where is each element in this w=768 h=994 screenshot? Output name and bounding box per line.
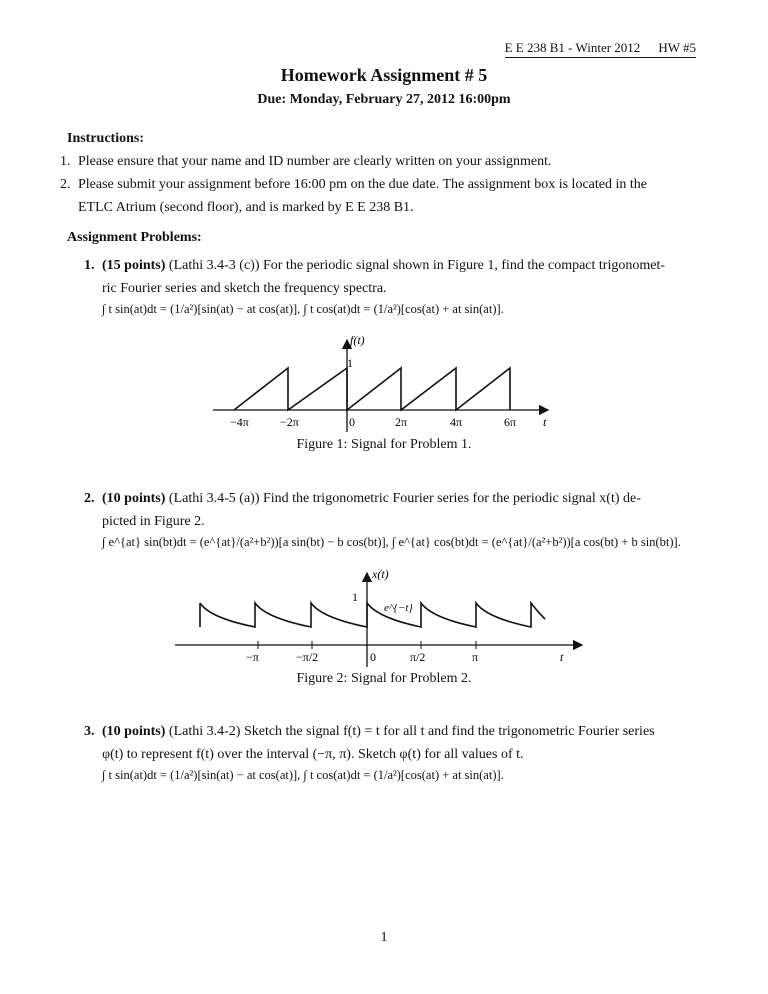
instruction-item-1: [60, 150, 707, 173]
problem-text: (Lathi 3.4-3 (c)) For the periodic signal shown in Figure 1, find the compact trigonomet-: [165, 258, 666, 273]
instruction-text-cont: ETLC Atrium (second floor), and is marked by E E 238 B1.: [78, 200, 414, 215]
problems-heading: Assignment Problems:: [67, 230, 202, 245]
course-header: [505, 40, 696, 58]
integral-hint: ∫ t sin(at)dt = (1/a²)[sin(at) − at cos(at)], ∫ t cos(at)dt = (1/a²)[cos(at) + at sin(at)].: [102, 768, 504, 782]
figure-1-plot: [200, 330, 560, 435]
instruction-text: Please ensure that your name and ID number are clearly written on your assignment.: [78, 154, 552, 169]
hw-number: HW #5: [658, 40, 696, 55]
problem-text: (Lathi 3.4-2) Sketch the signal f(t) = t for all t and find the trigonometric Fourier series: [165, 724, 655, 739]
tick-label: −π: [246, 650, 259, 664]
problem-text-cont: φ(t) to represent f(t) over the interval (−π, π). Sketch φ(t) for all values of t.: [102, 747, 524, 762]
integral-hint: ∫ e^{at} sin(bt)dt = (e^{at}/(a²+b²))[a sin(bt) − b cos(bt)], ∫ e^{at} cos(bt)dt = (e^{at}/(a²+b²))[a cos(bt) + b sin(bt)].: [102, 535, 681, 549]
x-of-t-label: x(t): [372, 567, 389, 581]
tick-label: 6π: [504, 415, 517, 429]
sawtooth-signal: [234, 368, 510, 410]
instruction-text: Please submit your assignment before 16:00 pm on the due date. The assignment box is located in the: [78, 177, 647, 192]
figure-2-caption: Figure 2: Signal for Problem 2.: [296, 671, 472, 686]
course-name: E E 238 B1 - Winter 2012: [504, 40, 641, 55]
problem-text-cont: picted in Figure 2.: [102, 514, 205, 529]
instruction-item-2: [60, 173, 707, 219]
tick-label: 4π: [450, 415, 463, 429]
problem-number: 1.: [84, 258, 95, 273]
tick-label: 0: [370, 650, 376, 664]
t-axis-label: t: [543, 415, 547, 429]
exponential-signal: [200, 603, 545, 627]
one-label: 1: [347, 356, 353, 370]
one-label: 1: [352, 590, 358, 604]
page-number: 1: [380, 930, 388, 945]
problem-2: [84, 487, 714, 551]
tick-label: π/2: [410, 650, 426, 664]
problem-number: 2.: [84, 491, 95, 506]
problem-points: (10 points): [102, 491, 166, 506]
tick-label: −π/2: [296, 650, 319, 664]
f-axis-label: f(t): [350, 333, 365, 347]
figure-2-plot: [170, 563, 590, 673]
tick-label: 0: [349, 415, 355, 429]
problem-number: 3.: [84, 724, 95, 739]
problem-1: [84, 254, 714, 318]
t-axis-label: t: [560, 650, 564, 664]
tick-label: −2π: [280, 415, 299, 429]
integral-hint: ∫ t sin(at)dt = (1/a²)[sin(at) − at cos(at)], ∫ t cos(at)dt = (1/a²)[cos(at) + at sin(at)].: [102, 302, 504, 316]
tick-label: −4π: [230, 415, 249, 429]
curve-label: e^{−t}: [384, 602, 413, 614]
problem-text: (Lathi 3.4-5 (a)) Find the trigonometric Fourier series for the periodic signal x(t) de-: [165, 491, 641, 506]
problem-points: (15 points): [102, 258, 166, 273]
tick-label: 2π: [395, 415, 408, 429]
instruction-number: 1.: [60, 154, 71, 169]
tick-label: π: [472, 650, 479, 664]
problem-text-cont: ric Fourier series and sketch the frequency spectra.: [102, 281, 387, 296]
due-date: Due: Monday, February 27, 2012 16:00pm: [257, 92, 511, 107]
problem-3: [84, 720, 714, 784]
instruction-number: 2.: [60, 177, 71, 192]
instructions-section: [60, 127, 707, 249]
page-title: Homework Assignment # 5: [280, 65, 488, 85]
figure-1-caption: Figure 1: Signal for Problem 1.: [296, 437, 472, 452]
instructions-heading: Instructions:: [67, 131, 145, 146]
problem-points: (10 points): [102, 724, 166, 739]
